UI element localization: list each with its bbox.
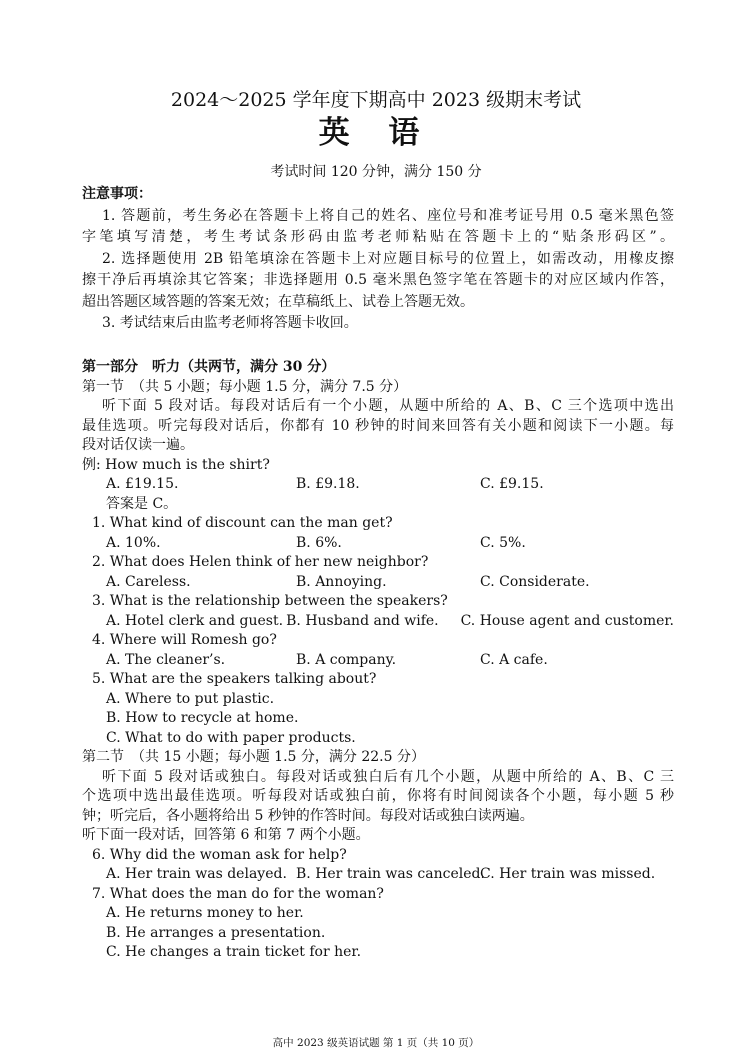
example-options xyxy=(82,475,674,495)
section1-heading: 第一节 （共 5 小题；每小题 1.5 分，满分 7.5 分） xyxy=(82,378,408,395)
section1-instruction-line-3: 段对话仅读一遍。 xyxy=(82,437,194,453)
question-2-option-b: B. Annoying. xyxy=(296,573,387,590)
question-1-option-a: A. 10%. xyxy=(106,534,161,551)
section1-instruction-line-2: 最佳选项。听完每段对话后，你都有 10 秒钟的时间来回答有关小题和阅读下一小题。每 xyxy=(82,417,674,434)
question-4-option-c: C. A cafe. xyxy=(480,651,548,668)
question-7-option-a: A. He returns money to her. xyxy=(106,905,304,921)
question-3-option-b: B. Husband and wife. xyxy=(286,612,439,629)
example-option-a: A. £19.15. xyxy=(106,476,179,492)
question-6-option-b: B. Her train was canceled. xyxy=(296,866,485,882)
group-intro: 听下面一段对话，回答第 6 和第 7 两个小题。 xyxy=(82,827,370,843)
question-6-options xyxy=(82,865,674,885)
section2-heading: 第二节 （共 15 小题；每小题 1.5 分，满分 22.5 分） xyxy=(82,749,425,765)
notice-item-2-line-3: 超出答题区域答题的答案无效；在草稿纸上、试卷上答题无效。 xyxy=(82,293,474,310)
question-7: 7. What does the man do for the woman? xyxy=(92,885,384,902)
page-footer: 高中 2023 级英语试题 第 1 页（共 10 页） xyxy=(272,1037,480,1049)
question-3-option-a: A. Hotel clerk and guest. xyxy=(106,612,284,629)
question-6-option-c: C. Her train was missed. xyxy=(480,866,656,882)
question-5-option-a: A. Where to put plastic. xyxy=(106,690,275,707)
notice-item-2-line-1: 2. 选择题使用 2B 铅笔填涂在答题卡上对应题目标号的位置上，如需改动，用橡皮擦 xyxy=(102,250,674,267)
section2-instruction-line-2: 个选项中选出最佳选项。听每段对话或独白前，你将有时间阅读各个小题，每小题 5 秒 xyxy=(82,788,674,804)
question-2-option-a: A. Careless. xyxy=(106,573,191,590)
question-4-options xyxy=(82,651,674,671)
question-6: 6. Why did the woman ask for help? xyxy=(92,846,347,863)
question-5-option-c: C. What to do with paper products. xyxy=(106,729,356,746)
section2-instruction-line-1: 听下面 5 段对话或独白。每段对话或独白后有几个小题，从题中所给的 A、B、C 三 xyxy=(102,768,674,785)
question-1-option-b: B. 6%. xyxy=(296,534,342,551)
question-6-option-a: A. Her train was delayed. xyxy=(106,866,287,882)
question-3-option-c: C. House agent and customer. xyxy=(460,612,674,629)
question-2: 2. What does Helen think of her new neighbor? xyxy=(92,554,429,570)
notice-section xyxy=(82,184,674,335)
question-7-option-b: B. He arranges a presentation. xyxy=(106,924,326,941)
section2-instruction-line-3: 钟；听完后，各小题将给出 5 秒钟的作答时间。每段对话或独白读两遍。 xyxy=(82,807,534,824)
example-question: 例: How much is the shirt? xyxy=(82,456,270,473)
notice-item-1-line-2: 字笔填写清楚，考生考试条形码由监考老师粘贴在答题卡上的“贴条形码区”。 xyxy=(82,229,674,245)
question-2-options xyxy=(82,573,674,593)
section1-instruction-line-1: 听下面 5 段对话。每段对话后有一个小题，从题中所给的 A、B、C 三个选项中选出 xyxy=(102,398,674,414)
notice-item-1-line-1: 1. 答题前，考生务必在答题卡上将自己的姓名、座位号和准考证号用 0.5 毫米黑色签 xyxy=(102,207,674,224)
notice-item-2-line-2: 擦干净后再填涂其它答案；非选择题用 0.5 毫米黑色签字笔在答题卡的对应区域内作答， xyxy=(82,272,674,288)
notice-heading: 注意事项： xyxy=(82,186,152,202)
notice-item-3: 3. 考试结束后由监考老师将答题卡收回。 xyxy=(102,315,358,331)
question-3-options xyxy=(82,612,674,632)
question-4-option-a: A. The cleaner’s. xyxy=(106,651,226,668)
part1-heading: 第一部分 听力（共两节，满分 30 分） xyxy=(82,359,336,375)
question-5: 5. What are the speakers talking about? xyxy=(92,671,377,687)
example-answer: 答案是 C。 xyxy=(106,495,178,512)
question-3: 3. What is the relationship between the speakers? xyxy=(92,593,448,609)
subject-title: 英 语 xyxy=(318,115,434,151)
example-option-c: C. £9.15. xyxy=(480,476,544,492)
exam-info: 考试时间 120 分钟，满分 150 分 xyxy=(270,164,482,180)
question-1-option-c: C. 5%. xyxy=(480,534,526,551)
exam-title: 2024～2025 学年度下期高中 2023 级期末考试 xyxy=(170,89,582,111)
question-4: 4. Where will Romesh go? xyxy=(92,632,277,648)
question-1-options xyxy=(82,534,674,554)
question-5-option-b: B. How to recycle at home. xyxy=(106,710,299,726)
example-option-b: B. £9.18. xyxy=(296,476,360,492)
question-2-option-c: C. Considerate. xyxy=(480,573,590,590)
question-7-option-c: C. He changes a train ticket for her. xyxy=(106,944,362,960)
listening-part xyxy=(82,358,674,963)
question-1: 1. What kind of discount can the man get? xyxy=(92,515,393,531)
question-4-option-b: B. A company. xyxy=(296,651,397,668)
